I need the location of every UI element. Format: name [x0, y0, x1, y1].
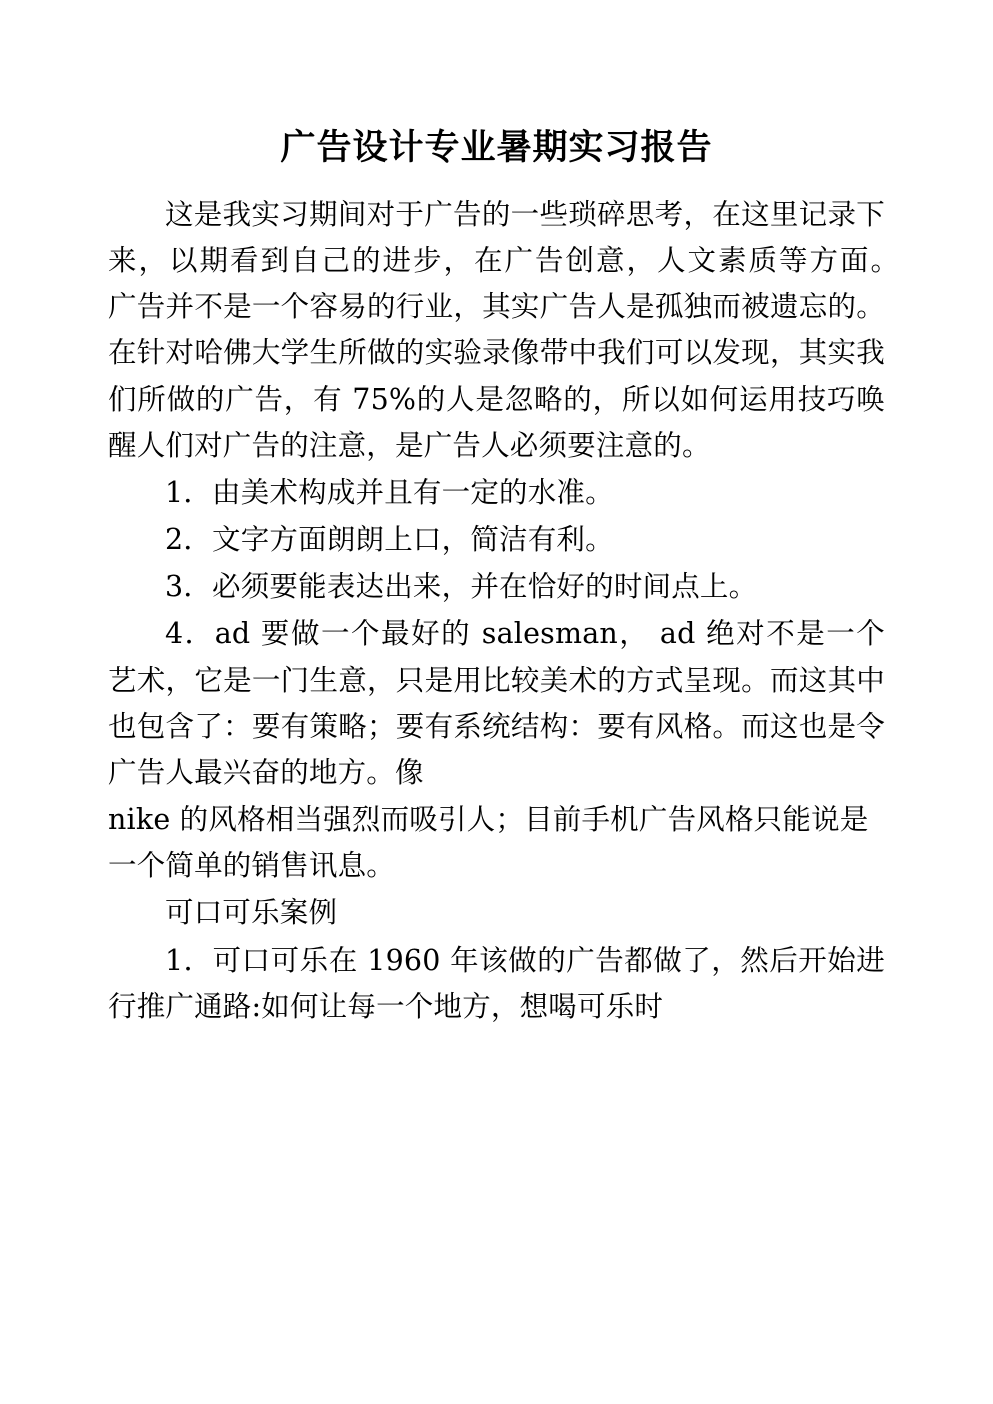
section-heading-case: 可口可乐案例 [165, 896, 338, 930]
list-item-4-continuation: nike 的风格相当强烈而吸引人；目前手机广告风格只能说是一个简单的销售讯息。 [108, 803, 869, 883]
list-item-2: 2．文字方面朗朗上口，简洁有利。 [165, 523, 614, 557]
paragraph-intro: 这是我实习期间对于广告的一些琐碎思考，在这里记录下来，以期看到自己的进步，在广告创意，人文素质等方面。 广告并不是一个容易的行业，其实广告人是孤独而被遗忘的。在针对哈佛大学生所做的实验录像带中我们可以发现，其实我们所做的广告，有 75%的人是忽略的，所以如何运用技巧唤醒人们对广告的注意，是广告人必须要注意的。 [108, 198, 914, 462]
list-item-4: 4．ad 要做一个最好的 salesman， ad 绝对不是一个艺术，它是一门生意，只是用比较美术的方式呈现。而这其中也包含了：要有策略；要有系统结构：要有风格。而这也是令广告人最兴奋的地方。像 [108, 617, 885, 789]
case-list-item-1: 1．可口可乐在 1960 年该做的广告都做了，然后开始进行推广通路:如何让每一个地方，想喝可乐时 [108, 943, 885, 1023]
list-item-1: 1．由美术构成并且有一定的水准。 [165, 475, 614, 509]
list-item-3: 3．必须要能表达出来，并在恰好的时间点上。 [165, 570, 758, 604]
page-title: 广告设计专业暑期实习报告 [280, 127, 713, 168]
